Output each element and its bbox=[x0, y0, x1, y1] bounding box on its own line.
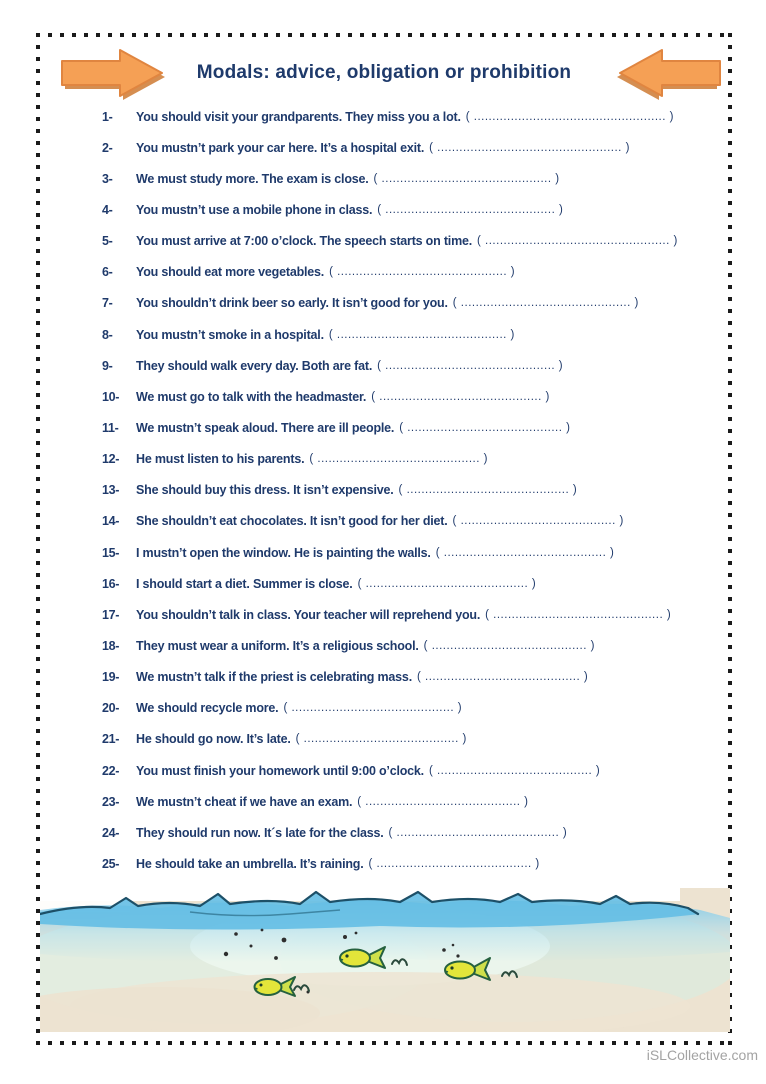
item-answer-blank: ( .......................................... ) bbox=[452, 515, 624, 528]
item-number: 24- bbox=[102, 825, 120, 840]
item-answer-blank: ( .......................................... ) bbox=[416, 671, 589, 684]
item-text: He should take an umbrella. It’s raining. bbox=[136, 856, 364, 871]
item-text: We mustn’t cheat if we have an exam. bbox=[136, 794, 353, 809]
item-text: We must study more. The exam is close. bbox=[136, 171, 369, 186]
item-text: You shouldn’t talk in class. Your teacher will reprehend you. bbox=[136, 607, 481, 622]
list-item bbox=[102, 568, 732, 599]
item-number: 15- bbox=[102, 545, 120, 560]
item-answer-blank: ( .............................................. ) bbox=[328, 328, 515, 341]
list-item bbox=[102, 693, 732, 724]
item-text: They must wear a uniform. It’s a religious school. bbox=[136, 638, 419, 653]
item-text: He must listen to his parents. bbox=[136, 452, 305, 467]
item-answer-blank: ( .................................................. ) bbox=[429, 141, 630, 154]
list-item bbox=[102, 257, 732, 288]
item-answer-blank: ( .......................................... ) bbox=[357, 795, 529, 808]
item-answer-blank: ( ............................................ ) bbox=[435, 546, 615, 559]
item-number: 4- bbox=[102, 202, 113, 217]
item-text: She shouldn’t eat chocolates. It isn’t good for her diet. bbox=[136, 514, 448, 529]
list-item bbox=[102, 817, 732, 848]
list-item bbox=[102, 630, 732, 661]
left-arrow-icon bbox=[612, 47, 722, 105]
item-text: You should eat more vegetables. bbox=[136, 265, 325, 280]
watermark: iSLCollective.com bbox=[646, 1047, 758, 1063]
item-number: 10- bbox=[102, 389, 120, 404]
list-item bbox=[102, 132, 732, 163]
page-title: Modals: advice, obligation or prohibition bbox=[196, 62, 572, 83]
page-border-top bbox=[36, 33, 732, 37]
item-text: We mustn’t speak aloud. There are ill people. bbox=[136, 420, 395, 435]
item-number: 6- bbox=[102, 265, 113, 280]
list-item bbox=[102, 288, 732, 319]
list-item bbox=[102, 101, 732, 132]
item-answer-blank: ( ............................................ ) bbox=[398, 484, 578, 497]
item-answer-blank: ( .................................................... ) bbox=[465, 110, 674, 123]
item-text: He should go now. It’s late. bbox=[136, 732, 291, 747]
item-answer-blank: ( .............................................. ) bbox=[377, 203, 564, 216]
item-number: 21- bbox=[102, 732, 120, 747]
item-answer-blank: ( .......................................... ) bbox=[428, 764, 601, 777]
item-number: 12- bbox=[102, 452, 120, 467]
item-number: 16- bbox=[102, 576, 120, 591]
list-item bbox=[102, 226, 732, 257]
sentence-list bbox=[36, 101, 732, 880]
item-text: I mustn’t open the window. He is painting the walls. bbox=[136, 545, 431, 560]
item-number: 3- bbox=[102, 171, 113, 186]
item-answer-blank: ( .............................................. ) bbox=[329, 266, 516, 279]
list-item bbox=[102, 506, 732, 537]
item-answer-blank: ( .............................................. ) bbox=[377, 359, 564, 372]
list-item bbox=[102, 537, 732, 568]
item-text: She should buy this dress. It isn’t expensive. bbox=[136, 483, 394, 498]
item-text: You must arrive at 7:00 o’clock. The speech starts on time. bbox=[136, 234, 473, 249]
item-answer-blank: ( .......................................... ) bbox=[423, 639, 595, 652]
list-item bbox=[102, 848, 732, 879]
item-answer-blank: ( ............................................ ) bbox=[283, 702, 463, 715]
list-item bbox=[102, 662, 732, 693]
list-item bbox=[102, 755, 732, 786]
list-item bbox=[102, 475, 732, 506]
list-item bbox=[102, 444, 732, 475]
list-item bbox=[102, 786, 732, 817]
list-item bbox=[102, 194, 732, 225]
item-number: 17- bbox=[102, 607, 120, 622]
item-text: I should start a diet. Summer is close. bbox=[136, 576, 353, 591]
item-number: 20- bbox=[102, 701, 120, 716]
item-number: 13- bbox=[102, 483, 120, 498]
item-number: 18- bbox=[102, 638, 120, 653]
item-number: 1- bbox=[102, 109, 113, 124]
page-border-bottom bbox=[36, 1041, 732, 1045]
item-text: They should walk every day. Both are fat. bbox=[136, 358, 373, 373]
item-answer-blank: ( .............................................. ) bbox=[373, 172, 560, 185]
item-number: 11- bbox=[102, 420, 119, 435]
item-answer-blank: ( .......................................... ) bbox=[295, 733, 467, 746]
list-item bbox=[102, 381, 732, 412]
item-number: 22- bbox=[102, 763, 120, 778]
item-answer-blank: ( ............................................ ) bbox=[357, 577, 537, 590]
item-number: 25- bbox=[102, 856, 120, 871]
item-text: You shouldn’t drink beer so early. It isn’t good for you. bbox=[136, 296, 448, 311]
item-number: 9- bbox=[102, 358, 113, 373]
list-item bbox=[102, 163, 732, 194]
item-text: You mustn’t use a mobile phone in class. bbox=[136, 202, 373, 217]
item-text: You must finish your homework until 9:00 o’clock. bbox=[136, 763, 424, 778]
list-item bbox=[102, 412, 732, 443]
ocean-illustration bbox=[40, 888, 730, 1032]
list-item bbox=[102, 599, 732, 630]
item-text: They should run now. It´s late for the class. bbox=[136, 825, 384, 840]
item-answer-blank: ( .......................................... ) bbox=[399, 421, 571, 434]
item-number: 8- bbox=[102, 327, 113, 342]
item-text: You should visit your grandparents. They miss you a lot. bbox=[136, 109, 461, 124]
item-answer-blank: ( .............................................. ) bbox=[452, 297, 639, 310]
item-answer-blank: ( .................................................. ) bbox=[477, 235, 678, 248]
item-text: You mustn’t park your car here. It’s a hospital exit. bbox=[136, 140, 425, 155]
item-text: You mustn’t smoke in a hospital. bbox=[136, 327, 324, 342]
item-answer-blank: ( ............................................ ) bbox=[371, 390, 550, 403]
list-item bbox=[102, 319, 732, 350]
item-number: 2- bbox=[102, 140, 113, 155]
item-number: 14- bbox=[102, 514, 120, 529]
item-answer-blank: ( ............................................ ) bbox=[309, 453, 488, 466]
item-answer-blank: ( .......................................... ) bbox=[368, 857, 540, 870]
item-answer-blank: ( ............................................ ) bbox=[388, 826, 568, 839]
item-text: We mustn’t talk if the priest is celebrating mass. bbox=[136, 670, 412, 685]
list-item bbox=[102, 350, 732, 381]
item-text: We should recycle more. bbox=[136, 701, 279, 716]
item-number: 7- bbox=[102, 296, 113, 311]
item-text: We must go to talk with the headmaster. bbox=[136, 389, 367, 404]
item-number: 5- bbox=[102, 234, 113, 249]
item-number: 23- bbox=[102, 794, 120, 809]
item-answer-blank: ( .............................................. ) bbox=[485, 608, 672, 621]
item-number: 19- bbox=[102, 670, 120, 685]
list-item bbox=[102, 724, 732, 755]
header bbox=[36, 40, 732, 104]
